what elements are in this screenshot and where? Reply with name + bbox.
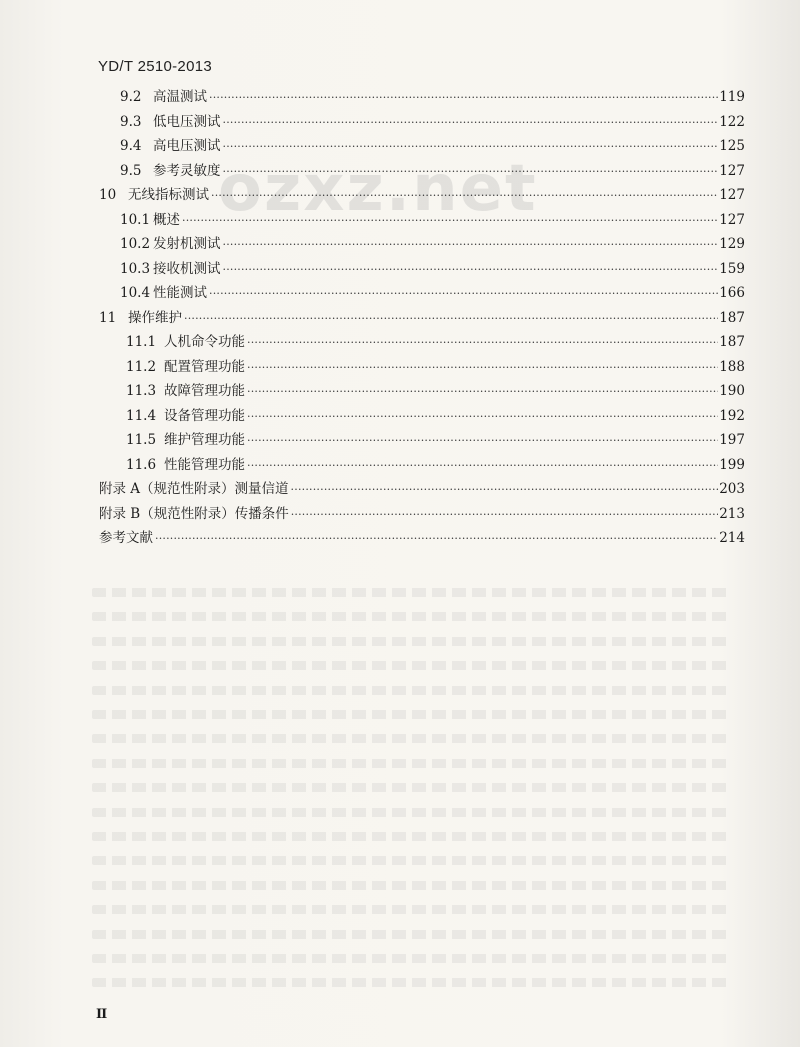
toc-entry-title: 低电压测试 (153, 113, 221, 130)
toc-dot-leader (209, 89, 718, 107)
bleed-line (92, 905, 732, 914)
toc-entry-title: 参考灵敏度 (153, 162, 221, 179)
toc-entry-number: 11.4 (126, 407, 157, 424)
toc-entry-number: 11 (99, 309, 117, 326)
toc-dot-leader (223, 261, 719, 279)
toc-dot-leader (247, 334, 718, 352)
document-code: YD/T 2510-2013 (98, 58, 212, 75)
bleed-line (92, 954, 732, 963)
toc-entry-page: 190 (719, 383, 745, 399)
toc-entry-number: 9.2 (120, 89, 142, 105)
toc-entry-page: 166 (719, 285, 745, 301)
toc-entry-page: 127 (719, 187, 745, 203)
toc-entry (99, 186, 745, 204)
toc-entry-page: 203 (719, 481, 745, 497)
toc-entry (120, 88, 745, 106)
bleed-line (92, 612, 732, 621)
bleed-line (92, 637, 732, 646)
toc-dot-leader (182, 212, 718, 230)
toc-entry (120, 162, 745, 180)
toc-entry (120, 235, 745, 253)
toc-entry (126, 431, 745, 449)
toc-entry (126, 382, 745, 400)
bleed-line (92, 930, 732, 939)
toc-dot-leader (209, 285, 718, 303)
toc-entry-page: 199 (719, 456, 745, 473)
toc-entry-title: 操作维护 (128, 309, 182, 326)
toc-dot-leader (291, 506, 719, 524)
toc-entry-title: 性能测试 (153, 285, 207, 301)
toc-entry (99, 529, 745, 547)
bleed-line (92, 588, 732, 597)
toc-entry-page: 127 (719, 162, 745, 179)
toc-entry (99, 480, 745, 498)
toc-dot-leader (247, 457, 718, 475)
toc-entry-title: 高电压测试 (153, 138, 221, 154)
toc-entry-page: 122 (719, 113, 745, 130)
toc-dot-leader (247, 432, 718, 450)
toc-entry-title: 附录 B（规范性附录）传播条件 (99, 505, 289, 522)
toc-entry-page: 159 (719, 260, 745, 277)
toc-entry (126, 333, 745, 351)
toc-entry-number: 10.2 (120, 236, 151, 252)
toc-entry-title: 接收机测试 (153, 260, 221, 277)
toc-entry-page: 125 (719, 138, 745, 154)
toc-dot-leader (223, 163, 719, 181)
page-number-roman: II (96, 1007, 107, 1022)
toc-entry-title: 参考文献 (99, 530, 153, 546)
toc-entry-page: 214 (719, 530, 745, 546)
toc-dot-leader (247, 383, 718, 401)
toc-dot-leader (223, 114, 719, 132)
toc-entry-page: 188 (719, 358, 745, 375)
bleed-line (92, 832, 732, 841)
toc-entry-number: 10.3 (120, 260, 151, 277)
bleed-line (92, 734, 732, 743)
toc-dot-leader (184, 310, 718, 328)
toc-entry-number: 9.5 (120, 162, 142, 179)
toc-entry (126, 456, 745, 474)
toc-entry-number: 9.3 (120, 113, 142, 130)
toc-entry-number: 9.4 (120, 138, 142, 154)
toc-entry-title: 发射机测试 (153, 236, 221, 252)
toc-dot-leader (291, 481, 719, 499)
toc-entry-page: 127 (719, 211, 745, 228)
toc-dot-leader (223, 236, 719, 254)
bleed-line (92, 783, 732, 792)
toc-entry-title: 附录 A（规范性附录）测量信道 (99, 481, 289, 497)
toc-entry-title: 高温测试 (153, 89, 207, 105)
bleed-line (92, 808, 732, 817)
toc-entry-number: 11.2 (126, 358, 157, 375)
toc-entry-number: 10.4 (120, 285, 151, 301)
toc-entry (126, 358, 745, 376)
bleed-line (92, 686, 732, 695)
toc-entry (120, 211, 745, 229)
toc-dot-leader (223, 138, 719, 156)
bleed-line (92, 710, 732, 719)
toc-entry-title: 设备管理功能 (164, 407, 245, 424)
toc-entry (120, 260, 745, 278)
toc-entry-title: 维护管理功能 (164, 432, 245, 448)
toc-entry-page: 187 (719, 309, 745, 326)
toc-entry-number: 11.1 (126, 334, 157, 350)
toc-entry (120, 137, 745, 155)
bleed-line (92, 856, 732, 865)
toc-dot-leader (155, 530, 718, 548)
toc-entry-page: 213 (719, 505, 745, 522)
watermark: ozxz.net (218, 152, 538, 226)
toc-entry-number: 11.6 (126, 456, 157, 473)
toc-entry-page: 197 (719, 432, 745, 448)
toc-entry (99, 505, 745, 523)
toc-dot-leader (247, 408, 718, 426)
toc-entry-number: 10 (99, 187, 117, 203)
toc-entry (120, 113, 745, 131)
toc-entry (99, 309, 745, 327)
toc-dot-leader (247, 359, 718, 377)
toc-entry (120, 284, 745, 302)
toc-entry-title: 故障管理功能 (164, 383, 245, 399)
bleed-line (92, 978, 732, 987)
toc-entry-page: 129 (719, 236, 745, 252)
toc-entry-page: 119 (719, 89, 745, 105)
toc-entry-number: 11.3 (126, 383, 157, 399)
toc-entry-number: 11.5 (126, 432, 157, 448)
toc-entry-page: 187 (719, 334, 745, 350)
toc-entry-page: 192 (719, 407, 745, 424)
toc-entry-title: 人机命令功能 (164, 334, 245, 350)
toc-entry-title: 配置管理功能 (164, 358, 245, 375)
toc-dot-leader (211, 187, 718, 205)
bleed-line (92, 661, 732, 670)
toc-entry-number: 10.1 (120, 211, 151, 228)
bleed-line (92, 881, 732, 890)
toc-entry (126, 407, 745, 425)
bleed-line (92, 759, 732, 768)
toc-entry-title: 性能管理功能 (164, 456, 245, 473)
toc-entry-title: 概述 (153, 211, 180, 228)
toc-entry-title: 无线指标测试 (128, 187, 209, 203)
